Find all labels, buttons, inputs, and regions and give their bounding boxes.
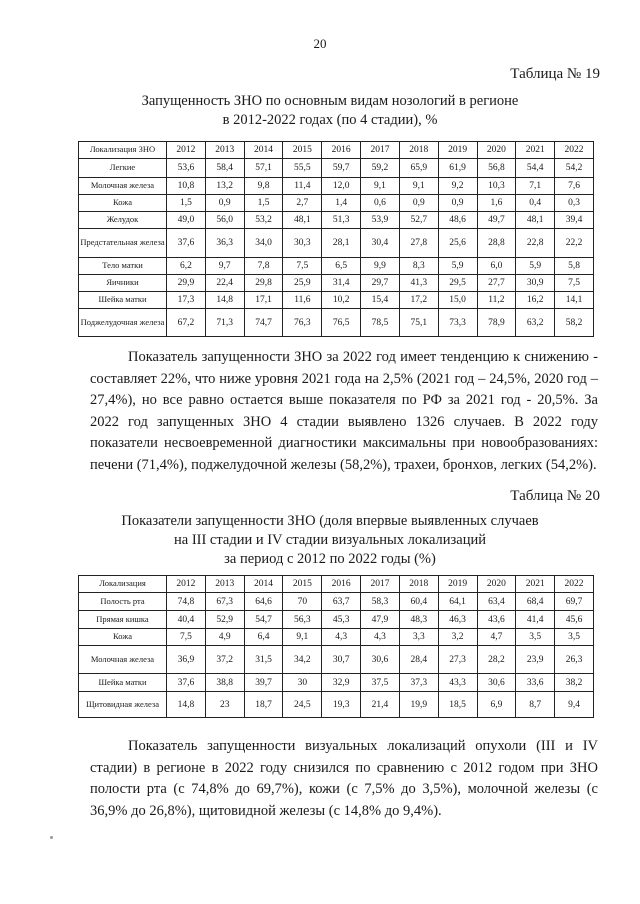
table-cell: 52,7 bbox=[399, 212, 438, 229]
table-cell: 37,2 bbox=[205, 646, 244, 674]
table-cell: 11,2 bbox=[477, 292, 516, 309]
table-cell: 31,4 bbox=[322, 275, 361, 292]
table-row bbox=[79, 229, 594, 258]
row-label: Щитовидная железа bbox=[79, 692, 167, 718]
table-cell: 67,2 bbox=[167, 309, 206, 337]
table-cell: 8,3 bbox=[399, 258, 438, 275]
row-label: Поджелудочная железа bbox=[79, 309, 167, 337]
table-cell: 0,3 bbox=[555, 195, 594, 212]
table-cell: 65,9 bbox=[399, 159, 438, 178]
table-cell: 22,2 bbox=[555, 229, 594, 258]
table-cell: 10,8 bbox=[167, 178, 206, 195]
table-cell: 28,1 bbox=[322, 229, 361, 258]
table-cell: 43,3 bbox=[438, 674, 477, 692]
paragraph-1: Показатель запущенности ЗНО за 2022 год имеет тенденцию к снижению - составляет 22%, что ниже уровня 2021 года на 2,5% (2021 год – 24,5%, 2020 год – 27,4%), но все равно остается выше показателя по РФ за 2021 год - 20,5%. За 2022 год запущенных ЗНО 4 стадии выявлено 1326 случаев. В 2022 году показатели несвоевременной диагностики максимальны при новообразованиях: печени (71,4%), поджелудочной железы (58,2%), трахеи, бронхов, легких (54,2%). bbox=[90, 349, 598, 473]
table-cell: 58,4 bbox=[205, 159, 244, 178]
table-cell: 69,7 bbox=[555, 593, 594, 611]
table-cell: 56,3 bbox=[283, 611, 322, 629]
table-cell: 52,9 bbox=[205, 611, 244, 629]
table-cell: 5,9 bbox=[516, 258, 555, 275]
table-cell: 27,8 bbox=[399, 229, 438, 258]
row-label: Предстательная железа bbox=[79, 229, 167, 258]
table-cell: 19,9 bbox=[399, 692, 438, 718]
table-cell: 24,5 bbox=[283, 692, 322, 718]
table-cell: 53,2 bbox=[244, 212, 283, 229]
table-cell: 30,7 bbox=[322, 646, 361, 674]
table-cell: 7,5 bbox=[283, 258, 322, 275]
table-cell: 9,4 bbox=[555, 692, 594, 718]
table-row bbox=[79, 593, 594, 611]
table-cell: 11,4 bbox=[283, 178, 322, 195]
table-cell: 30,4 bbox=[361, 229, 400, 258]
table-cell: 78,9 bbox=[477, 309, 516, 337]
table-row bbox=[79, 646, 594, 674]
table-cell: 15,4 bbox=[361, 292, 400, 309]
row-label: Молочная железа bbox=[79, 178, 167, 195]
table-cell: 17,3 bbox=[167, 292, 206, 309]
table-cell: 21,4 bbox=[361, 692, 400, 718]
table-row bbox=[79, 629, 594, 646]
header-cell: 2014 bbox=[244, 576, 283, 593]
table20-title-line3: за период с 2012 по 2022 годы (%) bbox=[224, 551, 436, 567]
table-cell: 30,3 bbox=[283, 229, 322, 258]
row-label: Шейка матки bbox=[79, 674, 167, 692]
row-label: Тело матки bbox=[79, 258, 167, 275]
header-cell: 2019 bbox=[438, 576, 477, 593]
table-cell: 17,2 bbox=[399, 292, 438, 309]
table-cell: 7,5 bbox=[167, 629, 206, 646]
header-cell: Локализация ЗНО bbox=[79, 142, 167, 159]
table-cell: 29,7 bbox=[361, 275, 400, 292]
table-cell: 67,3 bbox=[205, 593, 244, 611]
table20-title-line2: на III стадии и IV стадии визуальных локализаций bbox=[174, 532, 486, 548]
table-cell: 56,0 bbox=[205, 212, 244, 229]
scan-speck bbox=[50, 836, 53, 839]
table-header-row bbox=[79, 142, 594, 159]
row-label: Кожа bbox=[79, 195, 167, 212]
table-cell: 45,3 bbox=[322, 611, 361, 629]
table-cell: 59,7 bbox=[322, 159, 361, 178]
table-cell: 48,1 bbox=[283, 212, 322, 229]
header-cell: 2019 bbox=[438, 142, 477, 159]
header-cell: 2012 bbox=[167, 142, 206, 159]
table-cell: 3,5 bbox=[516, 629, 555, 646]
table-cell: 37,6 bbox=[167, 674, 206, 692]
table-cell: 27,7 bbox=[477, 275, 516, 292]
table-cell: 36,9 bbox=[167, 646, 206, 674]
table-cell: 63,4 bbox=[477, 593, 516, 611]
table-row bbox=[79, 195, 594, 212]
table-row bbox=[79, 309, 594, 337]
table-cell: 0,4 bbox=[516, 195, 555, 212]
table-cell: 9,8 bbox=[244, 178, 283, 195]
table-cell: 17,1 bbox=[244, 292, 283, 309]
header-cell: 2012 bbox=[167, 576, 206, 593]
table-cell: 70 bbox=[283, 593, 322, 611]
row-label: Кожа bbox=[79, 629, 167, 646]
table-cell: 9,1 bbox=[283, 629, 322, 646]
table-cell: 51,3 bbox=[322, 212, 361, 229]
table-cell: 4,3 bbox=[361, 629, 400, 646]
table-cell: 45,6 bbox=[555, 611, 594, 629]
table-row bbox=[79, 692, 594, 718]
table-cell: 37,6 bbox=[167, 229, 206, 258]
table19-title bbox=[70, 92, 590, 130]
table-cell: 29,9 bbox=[167, 275, 206, 292]
table-cell: 54,4 bbox=[516, 159, 555, 178]
table-cell: 49,0 bbox=[167, 212, 206, 229]
table-cell: 22,8 bbox=[516, 229, 555, 258]
table-cell: 48,6 bbox=[438, 212, 477, 229]
table19-title-line1: Запущенность ЗНО по основным видам нозологий в регионе bbox=[141, 93, 519, 109]
table-cell: 40,4 bbox=[167, 611, 206, 629]
table-cell: 29,8 bbox=[244, 275, 283, 292]
paragraph-2: Показатель запущенности визуальных локализаций опухоли (III и IV стадии) в регионе в 2022 году снизился по сравнению с 2012 годом при ЗНО полости рта (с 74,8% до 69,7%), кожи (с 7,5% до 3,5%), молочной железы (с 36,9% до 26,8%), щитовидной железы (с 14,8% до 9,4%). bbox=[90, 738, 598, 819]
table-row bbox=[79, 611, 594, 629]
header-cell: 2016 bbox=[322, 576, 361, 593]
table-cell: 27,3 bbox=[438, 646, 477, 674]
table19-title-line2: в 2012-2022 годах (по 4 стадии), % bbox=[222, 112, 438, 128]
table-cell: 12,0 bbox=[322, 178, 361, 195]
header-cell: 2017 bbox=[361, 576, 400, 593]
table19 bbox=[78, 141, 594, 337]
header-cell: 2021 bbox=[516, 576, 555, 593]
table-cell: 33,6 bbox=[516, 674, 555, 692]
table-row bbox=[79, 159, 594, 178]
table-cell: 31,5 bbox=[244, 646, 283, 674]
table-cell: 3,5 bbox=[555, 629, 594, 646]
table-cell: 63,7 bbox=[322, 593, 361, 611]
header-cell: 2020 bbox=[477, 142, 516, 159]
table-cell: 34,2 bbox=[283, 646, 322, 674]
table-header-row bbox=[79, 576, 594, 593]
table-cell: 30 bbox=[283, 674, 322, 692]
table-cell: 11,6 bbox=[283, 292, 322, 309]
table-cell: 23 bbox=[205, 692, 244, 718]
header-cell: 2017 bbox=[361, 142, 400, 159]
header-cell: 2022 bbox=[555, 576, 594, 593]
table-cell: 4,7 bbox=[477, 629, 516, 646]
table20-title bbox=[70, 512, 590, 569]
table-cell: 26,3 bbox=[555, 646, 594, 674]
table-cell: 64,6 bbox=[244, 593, 283, 611]
table-cell: 56,8 bbox=[477, 159, 516, 178]
table-cell: 41,4 bbox=[516, 611, 555, 629]
table-cell: 48,3 bbox=[399, 611, 438, 629]
row-label: Прямая кишка bbox=[79, 611, 167, 629]
table-row bbox=[79, 674, 594, 692]
table-cell: 1,4 bbox=[322, 195, 361, 212]
table-cell: 47,9 bbox=[361, 611, 400, 629]
table-row bbox=[79, 178, 594, 195]
table-cell: 74,8 bbox=[167, 593, 206, 611]
table-cell: 9,9 bbox=[361, 258, 400, 275]
table-cell: 14,8 bbox=[205, 292, 244, 309]
table-cell: 7,5 bbox=[555, 275, 594, 292]
table-cell: 76,3 bbox=[283, 309, 322, 337]
table-cell: 39,7 bbox=[244, 674, 283, 692]
table-cell: 3,2 bbox=[438, 629, 477, 646]
header-cell: 2015 bbox=[283, 142, 322, 159]
table-cell: 37,5 bbox=[361, 674, 400, 692]
table-cell: 18,5 bbox=[438, 692, 477, 718]
table-cell: 63,2 bbox=[516, 309, 555, 337]
header-cell: Локализация bbox=[79, 576, 167, 593]
table-cell: 78,5 bbox=[361, 309, 400, 337]
table-row bbox=[79, 212, 594, 229]
header-cell: 2014 bbox=[244, 142, 283, 159]
table-cell: 7,8 bbox=[244, 258, 283, 275]
table-cell: 25,6 bbox=[438, 229, 477, 258]
table-cell: 1,5 bbox=[167, 195, 206, 212]
table-cell: 37,3 bbox=[399, 674, 438, 692]
table-cell: 16,2 bbox=[516, 292, 555, 309]
header-cell: 2013 bbox=[205, 576, 244, 593]
table-cell: 9,1 bbox=[361, 178, 400, 195]
table-cell: 10,3 bbox=[477, 178, 516, 195]
table-cell: 73,3 bbox=[438, 309, 477, 337]
table-cell: 32,9 bbox=[322, 674, 361, 692]
table-cell: 6,4 bbox=[244, 629, 283, 646]
table-cell: 64,1 bbox=[438, 593, 477, 611]
table-cell: 18,7 bbox=[244, 692, 283, 718]
table-cell: 36,3 bbox=[205, 229, 244, 258]
table-cell: 61,9 bbox=[438, 159, 477, 178]
header-cell: 2015 bbox=[283, 576, 322, 593]
table-row bbox=[79, 275, 594, 292]
table-cell: 59,2 bbox=[361, 159, 400, 178]
table-cell: 55,5 bbox=[283, 159, 322, 178]
table-row bbox=[79, 258, 594, 275]
table-cell: 14,1 bbox=[555, 292, 594, 309]
page-number: 20 bbox=[313, 36, 327, 51]
table-cell: 30,6 bbox=[477, 674, 516, 692]
table20 bbox=[78, 575, 594, 718]
table-cell: 3,3 bbox=[399, 629, 438, 646]
table-cell: 14,8 bbox=[167, 692, 206, 718]
table-cell: 23,9 bbox=[516, 646, 555, 674]
table-cell: 53,6 bbox=[167, 159, 206, 178]
table-cell: 9,1 bbox=[399, 178, 438, 195]
table-cell: 30,9 bbox=[516, 275, 555, 292]
table-cell: 8,7 bbox=[516, 692, 555, 718]
table-cell: 7,6 bbox=[555, 178, 594, 195]
row-label: Яичники bbox=[79, 275, 167, 292]
table-cell: 38,8 bbox=[205, 674, 244, 692]
table-cell: 2,7 bbox=[283, 195, 322, 212]
table-cell: 15,0 bbox=[438, 292, 477, 309]
table-cell: 10,2 bbox=[322, 292, 361, 309]
table-cell: 41,3 bbox=[399, 275, 438, 292]
table-cell: 28,2 bbox=[477, 646, 516, 674]
table-cell: 28,4 bbox=[399, 646, 438, 674]
table-cell: 49,7 bbox=[477, 212, 516, 229]
header-cell: 2022 bbox=[555, 142, 594, 159]
table-cell: 0,9 bbox=[399, 195, 438, 212]
table20-label: Таблица № 20 bbox=[510, 488, 600, 504]
table-cell: 71,3 bbox=[205, 309, 244, 337]
table-cell: 43,6 bbox=[477, 611, 516, 629]
table-cell: 25,9 bbox=[283, 275, 322, 292]
table-cell: 76,5 bbox=[322, 309, 361, 337]
table-cell: 1,5 bbox=[244, 195, 283, 212]
table-cell: 48,1 bbox=[516, 212, 555, 229]
table-cell: 19,3 bbox=[322, 692, 361, 718]
table-cell: 9,7 bbox=[205, 258, 244, 275]
table-cell: 0,9 bbox=[438, 195, 477, 212]
row-label: Желудок bbox=[79, 212, 167, 229]
row-label: Молочная железа bbox=[79, 646, 167, 674]
table-cell: 54,2 bbox=[555, 159, 594, 178]
table-cell: 6,9 bbox=[477, 692, 516, 718]
header-cell: 2021 bbox=[516, 142, 555, 159]
table-cell: 5,9 bbox=[438, 258, 477, 275]
table-cell: 57,1 bbox=[244, 159, 283, 178]
header-cell: 2018 bbox=[399, 142, 438, 159]
table-cell: 6,0 bbox=[477, 258, 516, 275]
table-cell: 39,4 bbox=[555, 212, 594, 229]
table-cell: 13,2 bbox=[205, 178, 244, 195]
table-cell: 22,4 bbox=[205, 275, 244, 292]
row-label: Полость рта bbox=[79, 593, 167, 611]
table-cell: 68,4 bbox=[516, 593, 555, 611]
table-cell: 38,2 bbox=[555, 674, 594, 692]
table-cell: 34,0 bbox=[244, 229, 283, 258]
table-cell: 53,9 bbox=[361, 212, 400, 229]
table19-label: Таблица № 19 bbox=[510, 66, 600, 82]
table-cell: 74,7 bbox=[244, 309, 283, 337]
table-cell: 1,6 bbox=[477, 195, 516, 212]
table-cell: 29,5 bbox=[438, 275, 477, 292]
table-cell: 4,9 bbox=[205, 629, 244, 646]
table-cell: 6,2 bbox=[167, 258, 206, 275]
row-label: Шейка матки bbox=[79, 292, 167, 309]
table-cell: 75,1 bbox=[399, 309, 438, 337]
table-cell: 46,3 bbox=[438, 611, 477, 629]
table-cell: 0,9 bbox=[205, 195, 244, 212]
table-cell: 30,6 bbox=[361, 646, 400, 674]
table-cell: 6,5 bbox=[322, 258, 361, 275]
table-cell: 5,8 bbox=[555, 258, 594, 275]
table-cell: 54,7 bbox=[244, 611, 283, 629]
table-cell: 4,3 bbox=[322, 629, 361, 646]
table20-title-line1: Показатели запущенности ЗНО (доля впервые выявленных случаев bbox=[121, 513, 539, 529]
table-cell: 7,1 bbox=[516, 178, 555, 195]
header-cell: 2016 bbox=[322, 142, 361, 159]
row-label: Легкие bbox=[79, 159, 167, 178]
header-cell: 2020 bbox=[477, 576, 516, 593]
table-cell: 0,6 bbox=[361, 195, 400, 212]
table-cell: 58,2 bbox=[555, 309, 594, 337]
table-cell: 60,4 bbox=[399, 593, 438, 611]
header-cell: 2013 bbox=[205, 142, 244, 159]
header-cell: 2018 bbox=[399, 576, 438, 593]
table-cell: 9,2 bbox=[438, 178, 477, 195]
table-cell: 28,8 bbox=[477, 229, 516, 258]
table-row bbox=[79, 292, 594, 309]
table-cell: 58,3 bbox=[361, 593, 400, 611]
